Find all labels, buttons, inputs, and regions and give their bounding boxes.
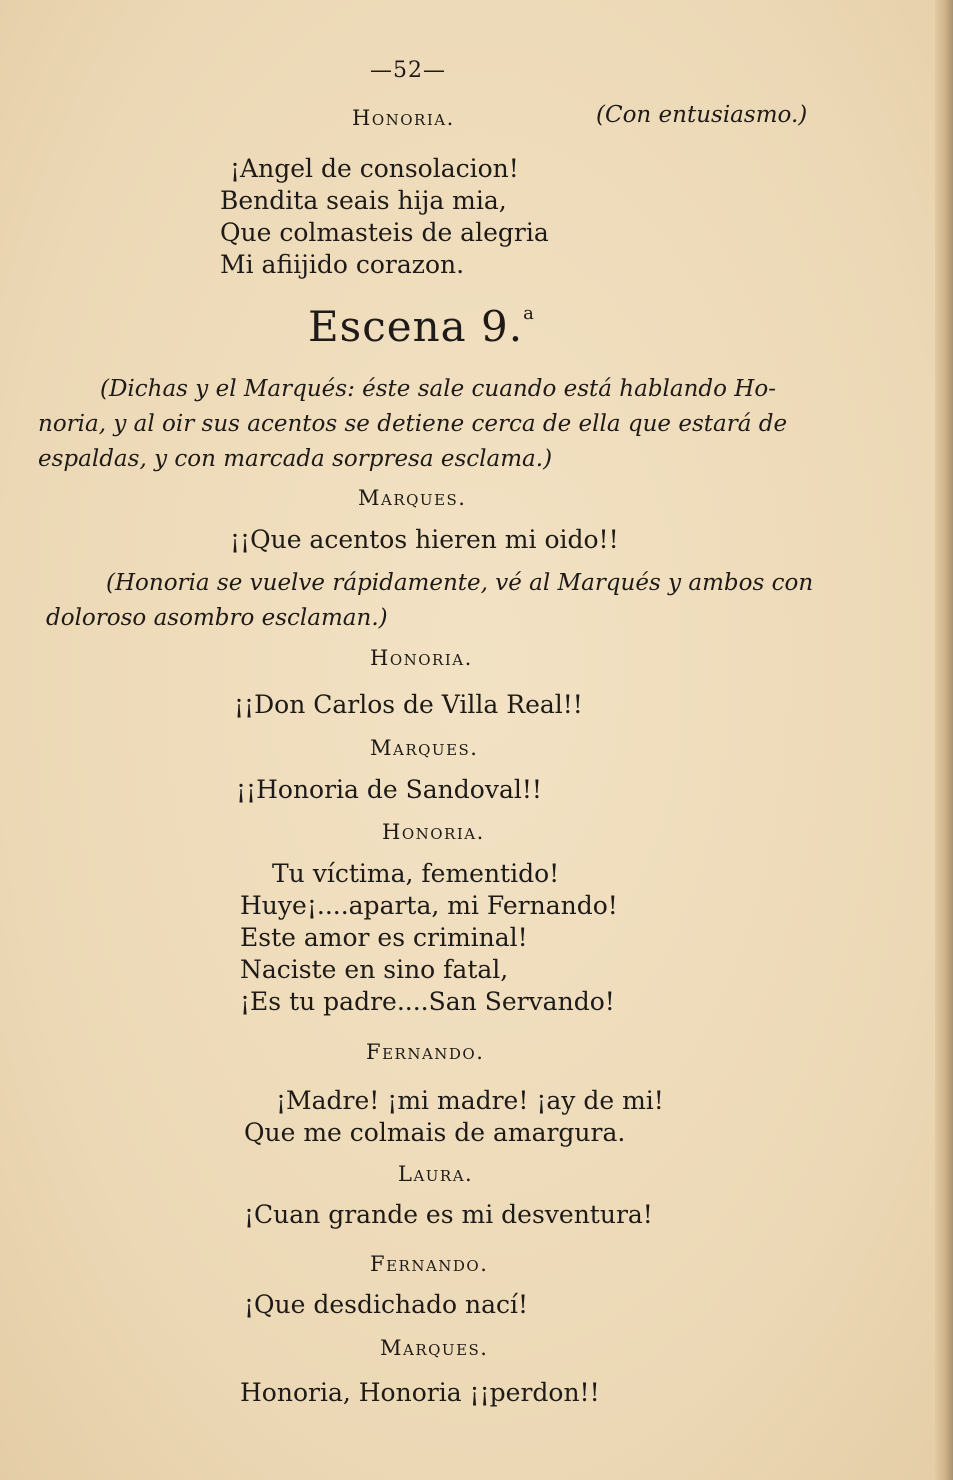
speaker-honoria-1: Honoria. [352,106,455,130]
direction-line: espaldas, y con marcada sorpresa esclama.) [38,446,553,472]
page-number: —52— [370,58,446,83]
speaker-marques-2: Marques. [370,736,479,760]
verse-line: Tu víctima, fementido! [272,859,560,888]
verse-line: Bendita seais hija mia, [220,186,507,215]
verse-line: ¡Angel de consolacion! [230,154,519,183]
verse-line: Huye¡....aparta, mi Fernando! [240,891,618,920]
verse-line: Que colmasteis de alegria [220,218,549,247]
speaker-honoria-2: Honoria. [370,646,473,670]
dialogue-line: ¡¡Que acentos hieren mi oido!! [230,525,619,554]
verse-block-6 [244,1085,664,1149]
speaker-honoria-3: Honoria. [382,820,485,844]
speaker-marques-1: Marques. [358,486,467,510]
verse-block-1 [220,153,549,281]
verse-block-5 [240,858,618,1018]
verse-line: ¡Madre! ¡mi madre! ¡ay de mi! [276,1086,664,1115]
scene-ordinal: a [523,303,535,324]
speaker-fernando-2: Fernando. [370,1252,489,1276]
dialogue-line: Honoria, Honoria ¡¡perdon!! [240,1378,600,1407]
dialogue-line: ¡¡Honoria de Sandoval!! [236,775,542,804]
page-edge [935,0,953,1480]
verse-line: Este amor es criminal! [240,923,528,952]
stage-direction-enthusiasm: (Con entusiasmo.) [596,102,808,128]
scene-title: Escena 9. [308,302,524,351]
dialogue-line: ¡Cuan grande es mi desventura! [244,1200,653,1229]
verse-line: ¡Es tu padre....San Servando! [240,987,615,1016]
direction-line: (Honoria se vuelve rápidamente, vé al Marqués y ambos con [106,570,814,596]
direction-line: noria, y al oir sus acentos se detiene cerca de ella que estará de [38,411,788,437]
direction-line: (Dichas y el Marqués: éste sale cuando está hablando Ho- [100,376,776,402]
verse-line: Que me colmais de amargura. [244,1118,626,1147]
dialogue-line: ¡Que desdichado nací! [244,1290,529,1319]
stage-direction-1 [38,372,787,477]
dialogue-line: ¡¡Don Carlos de Villa Real!! [234,690,583,719]
speaker-fernando-1: Fernando. [366,1040,485,1064]
speaker-marques-3: Marques. [380,1336,489,1360]
speaker-laura: Laura. [398,1162,474,1186]
verse-line: Mi afiijido corazon. [220,250,465,279]
stage-direction-2 [46,566,813,636]
direction-line: doloroso asombro esclaman.) [46,605,388,631]
verse-line: Naciste en sino fatal, [240,955,509,984]
scene-heading [308,302,535,351]
